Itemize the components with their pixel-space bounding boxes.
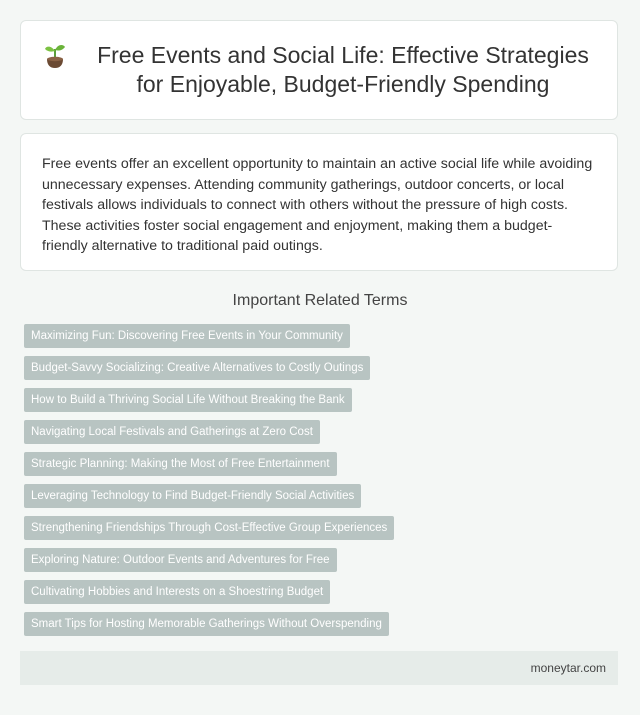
sprout-icon (40, 41, 70, 71)
title-card (20, 20, 618, 120)
related-term-tag[interactable]: Strengthening Friendships Through Cost-Effective Group Experiences (24, 516, 394, 540)
related-term-tag[interactable]: Smart Tips for Hosting Memorable Gatherings Without Overspending (24, 612, 389, 636)
related-term-tag[interactable]: How to Build a Thriving Social Life Without Breaking the Bank (24, 388, 352, 412)
related-term-tag[interactable]: Exploring Nature: Outdoor Events and Adventures for Free (24, 548, 337, 572)
title-wrap (40, 41, 598, 99)
related-term-tag[interactable]: Maximizing Fun: Discovering Free Events in Your Community (24, 324, 350, 348)
intro-paragraph: Free events offer an excellent opportunity to maintain an active social life while avoiding unnecessary expenses. Attending community gatherings, outdoor concerts, or local festivals allows individuals to connect with others without the pressure of high costs. These activities foster social engagement and enjoyment, making them a budget-friendly alternative to traditional paid outings. (42, 156, 593, 254)
intro-card (20, 133, 618, 271)
page-title: Free Events and Social Life: Effective Strategies for Enjoyable, Budget-Friendly Spending (97, 42, 589, 97)
related-term-tag[interactable]: Budget-Savvy Socializing: Creative Alternatives to Costly Outings (24, 356, 370, 380)
related-terms-list (24, 324, 616, 644)
related-term-tag[interactable]: Cultivating Hobbies and Interests on a Shoestring Budget (24, 580, 330, 604)
related-term-tag[interactable]: Leveraging Technology to Find Budget-Friendly Social Activities (24, 484, 361, 508)
related-terms-heading: Important Related Terms (232, 292, 408, 309)
related-term-tag[interactable]: Navigating Local Festivals and Gatherings at Zero Cost (24, 420, 320, 444)
site-credit[interactable]: moneytar.com (530, 661, 606, 675)
footer (20, 651, 618, 685)
related-term-tag[interactable]: Strategic Planning: Making the Most of Free Entertainment (24, 452, 337, 476)
